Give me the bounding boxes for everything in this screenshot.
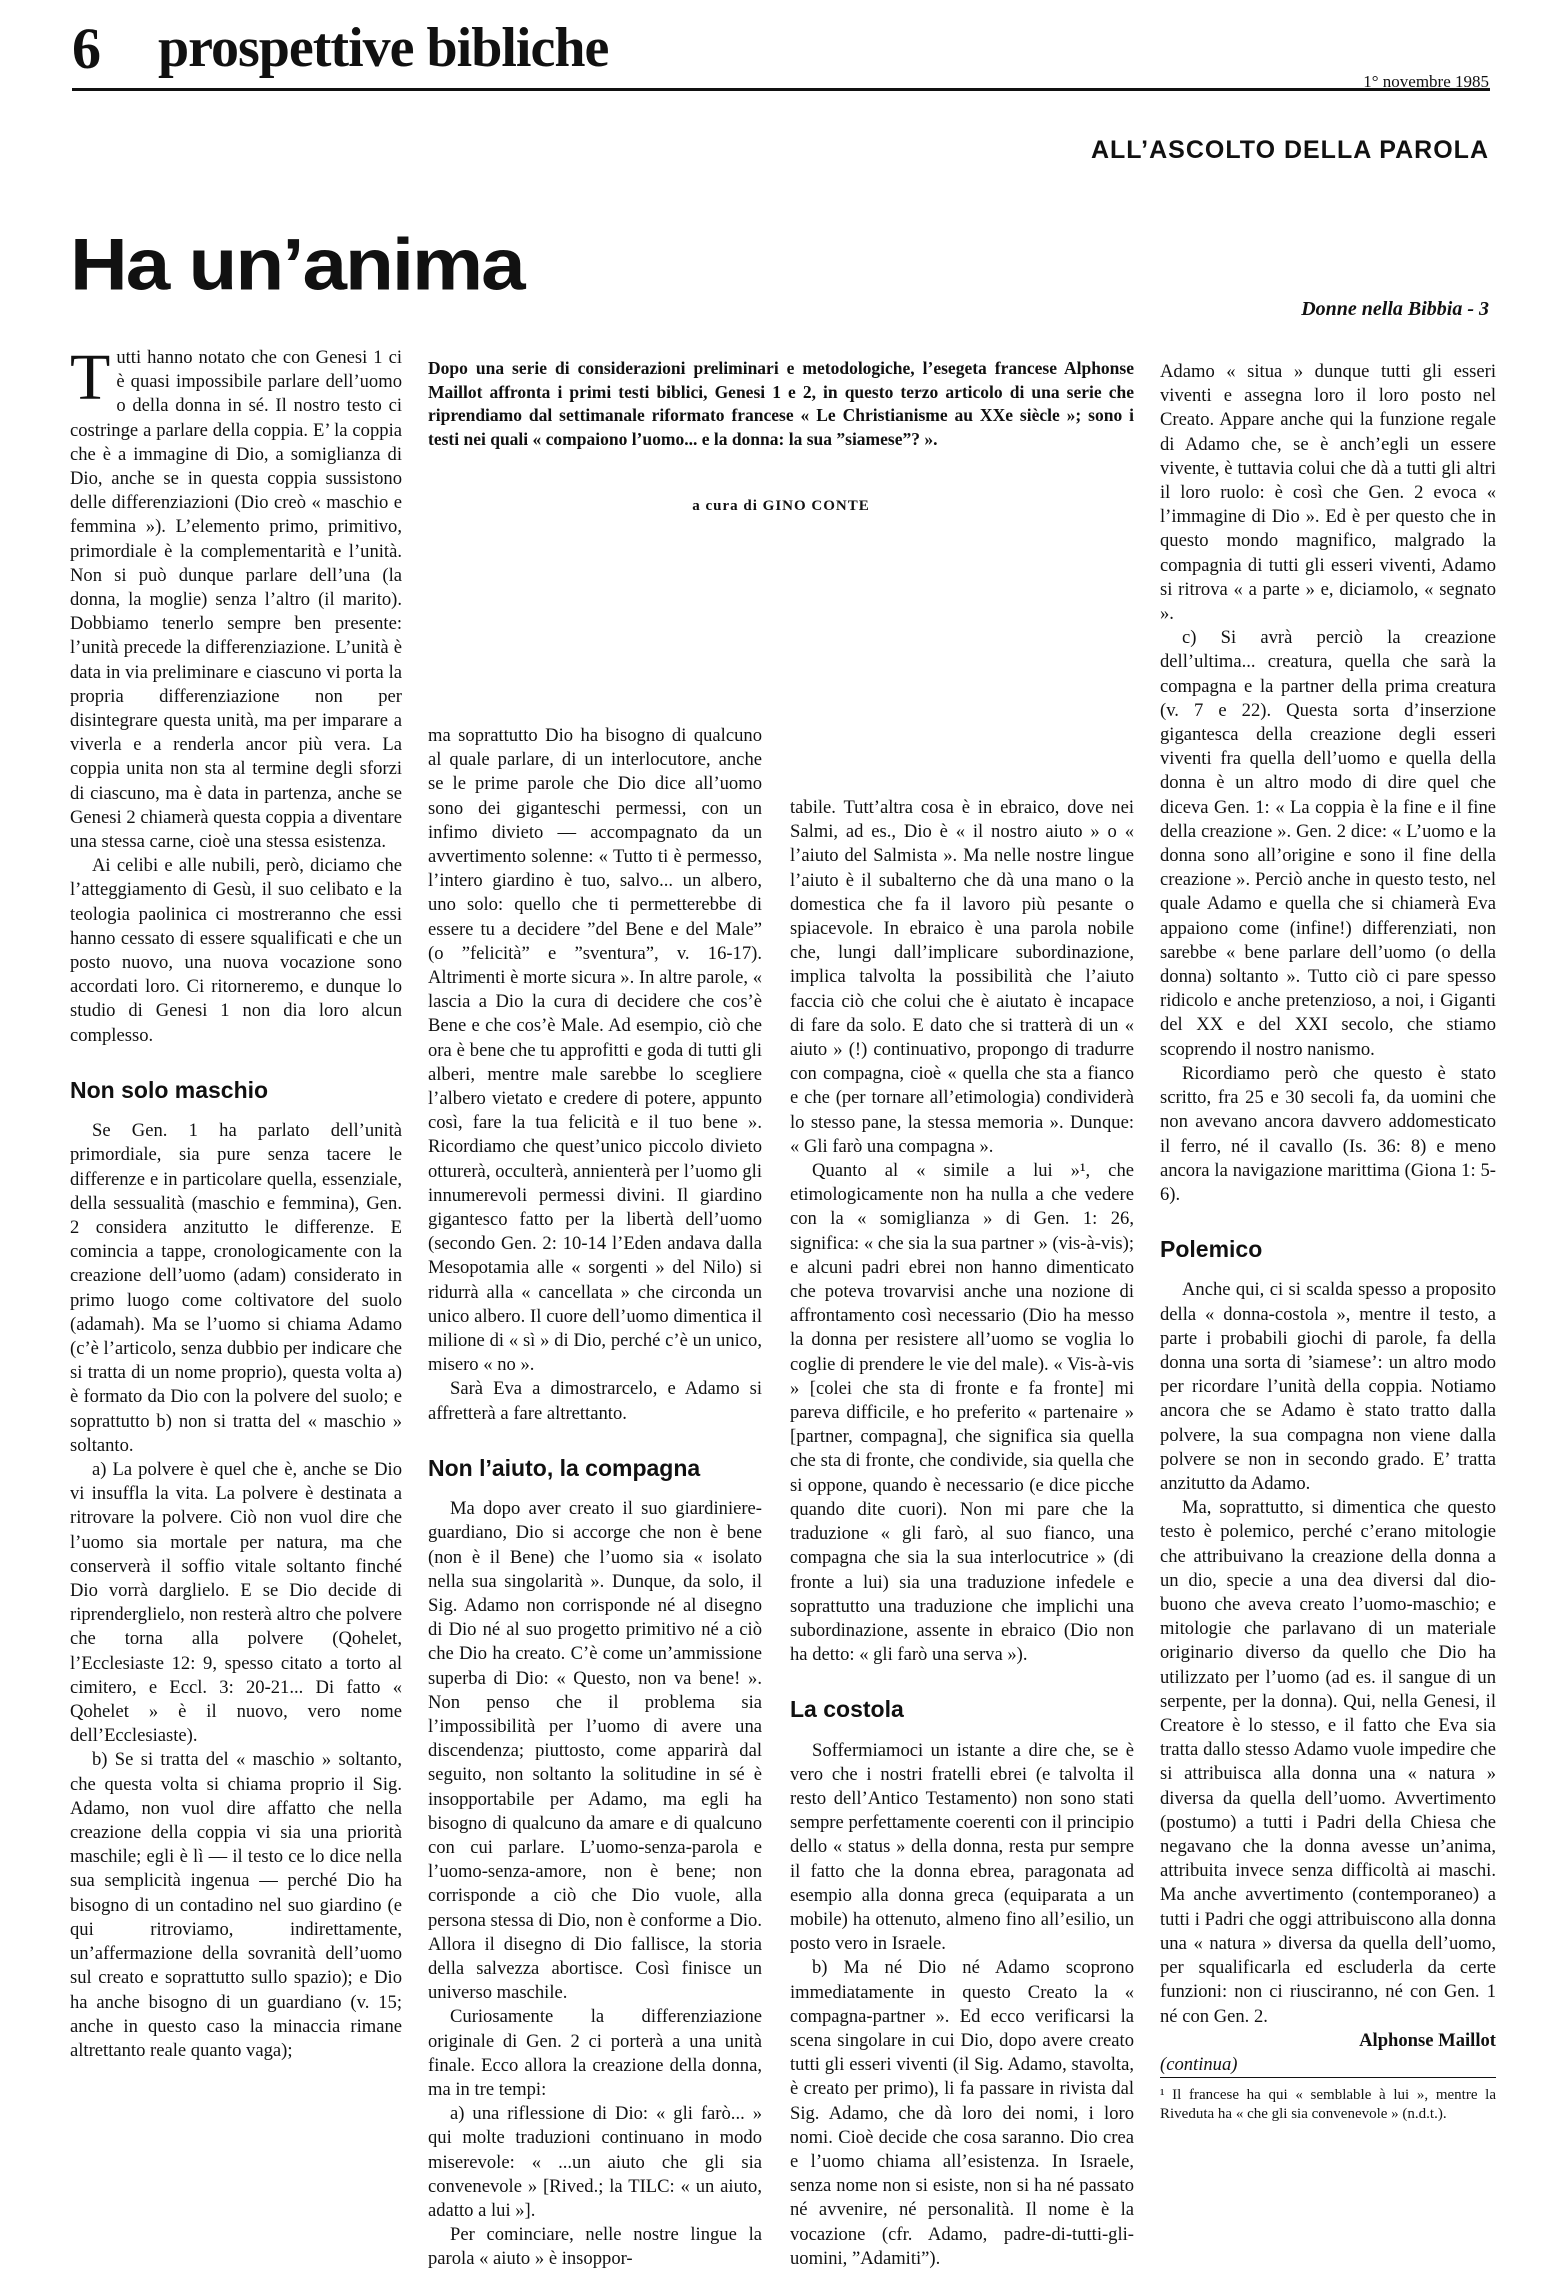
paragraph: Ricordiamo però che questo è stato scritto, fra 25 e 30 secoli fa, da uomini che non avevano ancora davvero addomesticato il ferro, né il cavallo (Is. 36: 8) e meno ancora la navigazione marittima (Giona 1: 5-6). bbox=[1160, 1062, 1496, 1205]
continued-note: (continua) bbox=[1160, 2053, 1238, 2075]
paragraph: Curiosamente la differenziazione originale di Gen. 2 ci porterà a una unità finale. Ecco allora la creazione della donna, ma in tre tempi: bbox=[428, 2006, 762, 2101]
column-1 bbox=[70, 341, 402, 2063]
column-4 bbox=[1160, 360, 1496, 2124]
drop-cap: T bbox=[70, 341, 111, 414]
article-byline: a cura di GINO CONTE bbox=[692, 498, 870, 514]
subheading: Non solo maschio bbox=[70, 1076, 269, 1103]
author-signature: Alphonse Maillot bbox=[1359, 2029, 1496, 2051]
paragraph: b) Se si tratta del « maschio » soltanto, che questa volta si chiama proprio il Sig. Adamo, non vuol dire affatto che nella creazione della coppia vi sia una priorità maschile; egli è lì — il testo ce lo dice nella sua semplicità ingenua — perché Dio ha bisogno di un contadino nel suo giardino (e qui ritroviamo, indirettamente, un’affermazione della sovranità dell’uomo sul creato e soprattutto sullo spazio); e Dio ha anche bisogno di un guardiano (v. 15; anche in questo caso la minaccia rimane altrettanto reale quanto vaga); bbox=[70, 1749, 402, 2061]
column-2 bbox=[428, 724, 762, 2272]
paragraph: tabile. Tutt’altra cosa è in ebraico, dove nei Salmi, ad es., Dio è « il nostro aiuto » o « l’aiuto del Salmista ». Ma nelle nostre lingue l’aiuto è il subalterno che dà una mano o la domestica che fa il lavoro più pesante o spiacevole. In ebraico è una parola nobile che, lungi dall’implicare subordinazione, implica talvolta la possibilità che l’aiuto faccia ciò che colui che è aiutato è incapace di fare da solo. E dato che si tratterà di un « aiuto » (!) continuativo, propongo di tradurre con compagna, cioè « quella che sta a fianco e che (per tornare all’etimologia) condividerà lo stesso pane, la stessa memoria ». Dunque: « Gli farò una compagna ». bbox=[790, 797, 1134, 1157]
article-intro: Dopo una serie di considerazioni preliminari e metodologiche, l’esegeta francese Alphonse Maillot affronta i primi testi biblici, Genesi 1 e 2, in questo terzo articolo di una serie che riprendiamo dal settimanale riformato francese « Le Christianisme au XXe siècle »; sono i testi nei quali « compaiono l’uomo... e la donna: la sua ”siamese”? ». bbox=[428, 358, 1134, 449]
paragraph: Se Gen. 1 ha parlato dell’unità primordiale, sia pure senza tacere le differenze e in particolare quella, essenziale, della sessualità (maschio e femmina), Gen. 2 considera anzitutto le differenze. E comincia a tappe, cronologicamente con la creazione dell’uomo (adam) considerato in primo luogo come coltivatore del suolo (adamah). Ma se l’uomo si chiama Adamo (c’è l’articolo, senza dubbio per indicare che si tratta di un nome proprio), questa volta a) è formato da Dio con la polvere del suolo; e soprattutto b) non si tratta del « maschio » soltanto. bbox=[70, 1120, 402, 1456]
paragraph: Per cominciare, nelle nostre lingue la parola « aiuto » è insoppor- bbox=[428, 2224, 762, 2270]
paragraph: ma soprattutto Dio ha bisogno di qualcuno al quale parlare, di un interlocutore, anche se le prime parole che Dio dice all’uomo sono dei giganteschi permessi, con un infimo divieto — accompagnato da un avvertimento solenne: « Tutto ti è permesso, l’intero giardino è tuo, salvo... un albero, uno solo: quello che ti permetterebbe di essere tu a decidere ”del Bene e del Male” (o ”felicità” e ”sventura”, v. 16-17). Altrimenti è morte sicura ». In altre parole, « lascia a Dio la cura di decidere che cos’è Bene e che cos’è Male. Ad esempio, ciò che ora è bene che tu approfitti e goda di tutti gli alberi, mentre male sarebbe lo scegliere l’albero vietato e credere di potere, appunto così, fare la tua felicità e il tuo bene ». Ricordiamo che quest’unico piccolo divieto otturerà, occulterà, annienterà per l’uomo gli innumerevoli permessi divini. Il giardino gigantesco fatto per la libertà dell’uomo (secondo Gen. 2: 10-14 l’Eden andava dalla Mesopotamia alle « sorgenti » del Nilo) si ridurrà alla « cancellata » che circonda un unico albero. Il cuore dell’uomo dimentica il milione di « sì » di Dio, perché c’è un unico, misero « no ». bbox=[428, 725, 762, 1376]
paragraph: Quanto al « simile a lui »¹, che etimologicamente non ha nulla a che vedere con la « somiglianza » di Gen. 1: 26, significa: « che sia la sua partner » (vis-à-vis); e alcuni padri ebrei non hanno dimenticato che poteva trovarvisi anche una nozione di affrontamento così necessario (Dio ha messo la donna per resistere all’uomo se voglia lo coglie di prendere le vie del male). « Vis-à-vis » [colei che sta di fronte e fa fronte] mi pareva difficile, e ho preferito « partenaire » [partner, compagna], che significa sia quella che sta di fronte, che condivide, sia quella che si oppone, quando è necessario (e dice picche quando dite cuori). Non mi pare che la traduzione « gli farò, al suo fianco, una compagna che sia la sua interlocutrice » (di fronte a lui) sia una traduzione infedele e soprattutto una traduzione che implichi una subordinazione, assente in ebraico (Dio non ha detto: « gli farò una serva »). bbox=[790, 1160, 1134, 1666]
paragraph: Ma dopo aver creato il suo giardiniere-guardiano, Dio si accorge che non è bene (non è il Bene) che l’uomo sia « isolato nella sua singolarità ». Dunque, da solo, il Sig. Adamo non corrisponde né al disegno di Dio né al suo progetto primitivo né a ciò che Dio ha creato. C’è come un’ammissione superba di Dio: « Questo, non va bene! ». Non penso che il problema sia l’impossibilità per l’uomo di avere una discendenza; piuttosto, come apparirà dal seguito, non soltanto la solitudine in sé è insopportabile per Adamo, ma egli ha bisogno di qualcuno da amare e di qualcuno con cui parlare. L’uomo-senza-parola e l’uomo-senza-amore, non è bene; non corrisponde a ciò che Dio vuole, alla persona stessa di Dio, non è conforme a Dio. Allora il disegno di Dio fallisce, la storia della salvezza abortisce. Così finisce un universo maschile. bbox=[428, 1498, 762, 2004]
paragraph: Sarà Eva a dimostrarcelo, e Adamo si affretterà a fare altrettanto. bbox=[428, 1378, 762, 1424]
header-rule bbox=[72, 88, 1490, 91]
article-headline: Ha un’anima bbox=[70, 223, 524, 306]
series-label: Donne nella Bibbia - 3 bbox=[1301, 298, 1489, 320]
paragraph: c) Si avrà perciò la creazione dell’ultima... creatura, quella che sarà la compagna e la partner della prima creatura (v. 7 e 22). Questa sorta d’inserzione gigantesca della creazione degli esseri viventi fra quella dell’uomo e quella della donna è un altro modo di dire quel che diceva Gen. 1: « La coppia è la fine e il fine della creazione ». Gen. 2 dice: « L’uomo e la donna sono all’origine e sono il fine della creazione ». Perciò anche in questo testo, nel quale Adamo e quella che si chiamerà Eva appaiono come (infine!) differenziati, non sarebbe « bene parlare dell’uomo (o della donna) soltanto ». Tutto ciò ci pare spesso ridicolo e anche pretenzioso, a noi, i Giganti del XX e del XXI secolo, che stiamo scoprendo il nostro nanismo. bbox=[1160, 627, 1496, 1060]
footnote: ¹ Il francese ha qui « semblable à lui », mentre la Riveduta ha « che gli sia convenevole » (n.d.t.). bbox=[1160, 2077, 1496, 2124]
issue-date: 1° novembre 1985 bbox=[1363, 72, 1489, 91]
page-number: 6 bbox=[72, 16, 101, 81]
subheading: Polemico bbox=[1160, 1236, 1263, 1263]
section-label: ALL’ASCOLTO DELLA PAROLA bbox=[1090, 136, 1489, 164]
paragraph: Tutti hanno notato che con Genesi 1 ci è quasi impossibile parlare dell’uomo o della donna in sé. Il nostro testo ci costringe a parlare della coppia. E’ la coppia che è a immagine di Dio, a somiglianza di Dio, anche se in questa coppia sussistono delle differenziazioni (Dio creò « maschio e femmina »). L’elemento primo, primitivo, primordiale è la complementarità e l’unità. Non si può dunque parlare dell’una (la donna, la moglie) senza l’altro (il marito). Dobbiamo tenerlo sempre ben presente: l’unità precede la differenziazione. L’unità è data in via preliminare e ciascuno vi porta la propria differenziazione non per disintegrare questa unità, ma per imparare a viverla e a renderla ancor più vera. La coppia unita non sta al termine degli sforzi di ciascuno, ma è data in partenza, anche se Genesi 2 chiamerà questa coppia a diventare una stessa carne, cioè una stessa esistenza. bbox=[70, 341, 402, 853]
paragraph: a) una riflessione di Dio: « gli farò... » qui molte traduzioni continuano in modo miserevole: « ...un aiuto che gli sia convenevole » [Rived.; la TILC: « un aiuto, adatto a lui »]. bbox=[428, 2103, 762, 2222]
page-section-title: prospettive bibliche bbox=[158, 17, 609, 79]
paragraph: Anche qui, ci si scalda spesso a proposito della « donna-costola », mentre il testo, a parte i probabili giochi di parole, fa della donna una sorta di ’siamese’: un altro modo per ricordare l’unità della coppia. Notiamo ancora che se Adamo è stato tratto dalla polvere, la sua compagna non viene dalla polvere se non in secondo grado. E’ tratta anzitutto da Adamo. bbox=[1160, 1279, 1496, 1495]
paragraph: Ma, soprattutto, si dimentica che questo testo è polemico, perché c’erano mitologie che attribuivano la creazione della donna a un dio, specie a una dea diversi dal dio-buono che aveva creato l’uomo-maschio; e mitologie che parlavano di un materiale originario diverso da quello che Dio ha utilizzato per l’uomo (ad es. il sangue di un serpente, per la donna). Qui, nella Genesi, il Creatore è lo stesso, e il fatto che Eva sia tratta dallo stesso Adamo vuole impedire che si attribuisca alla donna una « natura » diversa da quella dell’uomo. Avvertimento (postumo) a tutti i Padri della Chiesa che negavano che la donna avesse un’anima, attribuita invece senza difficoltà ai maschi. Ma anche avvertimento (contemporaneo) a tutti i Padri che oggi attribuiscono alla donna una « natura » diversa da quella dell’uomo, per squalificarla ed escluderla da certe funzioni: non ci riusciranno, né con Gen. 1 né con Gen. 2. bbox=[1160, 1497, 1496, 2027]
subheading: La costola bbox=[790, 1696, 904, 1723]
paragraph: a) La polvere è quel che è, anche se Dio vi insuffla la vita. La polvere è destinata a ritrovare la polvere. Ciò non vuol dire che l’uomo sia mortale per natura, ma che conserverà il soffio vitale soltanto finché Dio vorrà darglielo. E se Dio decide di riprenderglielo, non resterà altro che polvere che torna alla polvere (Qohelet, l’Ecclesiaste 12: 9, spesso citato a torto al cimitero, e Eccl. 3: 20-21... Di fatto « Qohelet » è il nuovo, vero nome dell’Ecclesiaste). bbox=[70, 1459, 402, 1747]
subheading: Non l’aiuto, la compagna bbox=[428, 1454, 701, 1481]
paragraph: Adamo « situa » dunque tutti gli esseri viventi e assegna loro il loro posto nel Creato. Appare anche qui la funzione regale di Adamo che, se è anch’egli un essere vivente, è tuttavia colui che dà a tutti gli altri il loro ruolo: è così che Gen. 2 evoca « l’immagine di Dio ». Ed è per questo che in questo mondo magnifico, malgrado la compagnia di tutti gli esseri viventi, Adamo si ritrova « a parte » e, diciamolo, « segnato ». bbox=[1160, 361, 1496, 625]
paragraph: Ai celibi e alle nubili, però, diciamo che l’atteggiamento di Gesù, il suo celibato e la teologia paolinica ci mostreranno che essi hanno cessato di essere squalificati e che un posto nuovo, una nuova vocazione sono accordati loro. Ci ritorneremo, e dunque lo studio di Genesi 1 non dia loro alcun complesso. bbox=[70, 855, 402, 1046]
column-3 bbox=[790, 796, 1134, 2271]
paragraph: Soffermiamoci un istante a dire che, se è vero che i nostri fratelli ebrei (e talvolta il resto dell’Antico Testamento) non sono stati sempre perfettamente coerenti con il principio dello « status » della donna, resta pur sempre il fatto che la donna ebrea, paragonata ad esempio alla donna greca (equiparata a un mobile) ha ottenuto, almeno fino all’esilio, un posto vero in Israele. bbox=[790, 1739, 1134, 1955]
paragraph: b) Ma né Dio né Adamo scoprono immediatamente in questo Creato la « compagna-partner ». Ed ecco verificarsi la scena singolare in cui Dio, dopo avere creato tutti gli esseri viventi (il Sig. Adamo, stavolta, è creato per primo), li fa passare in rivista dal Sig. Adamo, che dà loro dei nomi, i loro nomi. Cioè decide che cosa saranno. Dio crea e l’uomo chiama all’esistenza. In Israele, senza nome non si esiste, non si ha né passato né avvenire, né personalità. Il nome è la vocazione (cfr. Adamo, padre-di-tutti-gli-uomini, ”Adamiti”). bbox=[790, 1957, 1134, 2269]
